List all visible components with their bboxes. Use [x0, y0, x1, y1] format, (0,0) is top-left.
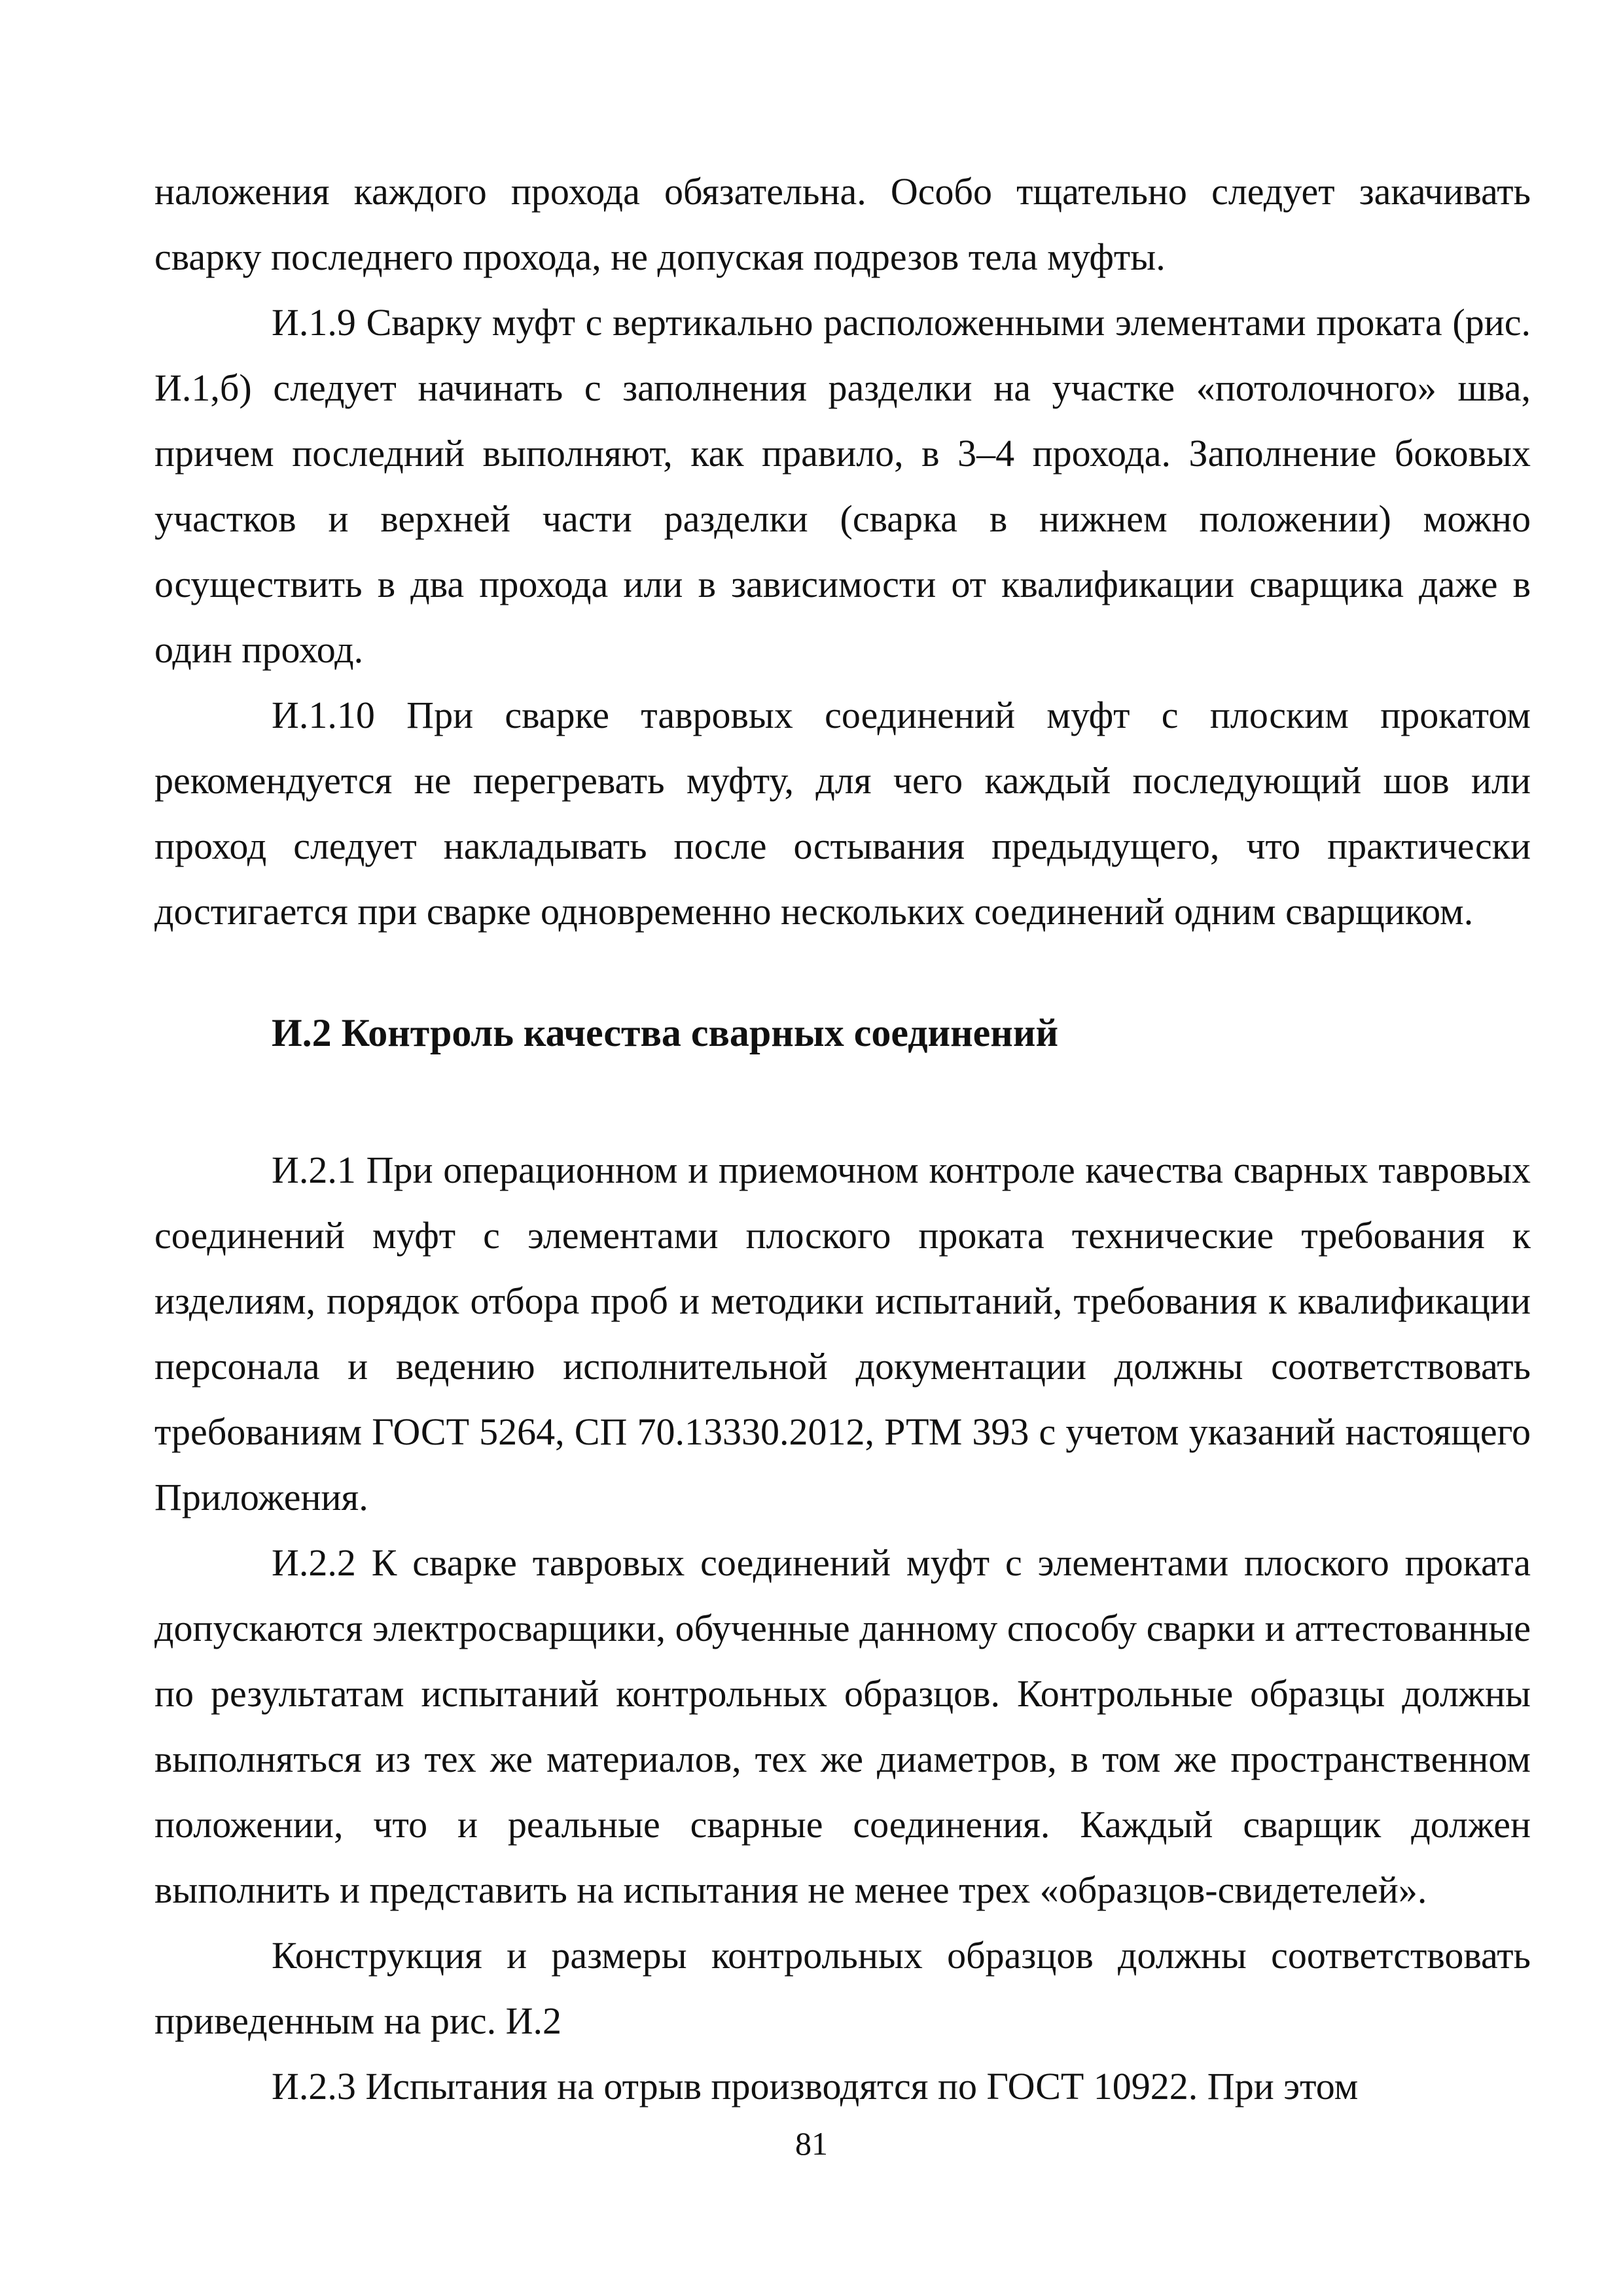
paragraph-i-2-3: И.2.3 Испытания на отрыв производятся по ГОСТ 10922. При этом — [272, 2065, 1359, 2108]
paragraph-i-1-9: И.1.9 Сварку муфт с вертикально расположенными элементами проката (рис. И.1,б) следует начинать с заполнения разделки на участке «потолочного» шва, причем последний выполняют, как правило, в 3–4 прохода. Заполнение боковых участков и верхней части разделки (сварка в нижнем положении) можно осуществить в два прохода или в зависимости от квалификации сварщика даже в один проход. — [154, 301, 1531, 671]
paragraph-construction: Конструкция и размеры контрольных образцов должны соответствовать приведенным на рис. И.2 — [154, 1934, 1531, 2042]
paragraph-i-2-1: И.2.1 При операционном и приемочном контроле качества сварных тавровых соединений муфт с элементами плоского проката технические требования к изделиям, порядок отбора проб и методики испытаний, требования к квалификации персонала и ведению исполнительной документации должны соответствовать требованиям ГОСТ 5264, СП 70.13330.2012, РТМ 393 с учетом указаний настоящего Приложения. — [154, 1149, 1531, 1518]
section-heading: И.2 Контроль качества сварных соединений — [272, 1011, 1059, 1054]
page-number: 81 — [795, 2125, 828, 2162]
paragraph-i-1-10: И.1.10 При сварке тавровых соединений муфт с плоским прокатом рекомендуется не перегревать муфту, для чего каждый последующий шов или проход следует накладывать после остывания предыдущего, что практически достигается при сварке одновременно нескольких соединений одним сварщиком. — [154, 694, 1531, 933]
paragraph-i-2-2: И.2.2 К сварке тавровых соединений муфт с элементами плоского проката допускаются электросварщики, обученные данному способу сварки и аттестованные по результатам испытаний контрольных образцов. Контрольные образцы должны выполняться из тех же материалов, тех же диаметров, в том же пространственном положении, что и реальные сварные соединения. Каждый сварщик должен выполнить и представить на испытания не менее трех «образцов-свидетелей». — [154, 1541, 1531, 1911]
paragraph-continued: наложения каждого прохода обязательна. Особо тщательно следует закачивать сварку последнего прохода, не допуская подрезов тела муфты. — [154, 170, 1531, 278]
